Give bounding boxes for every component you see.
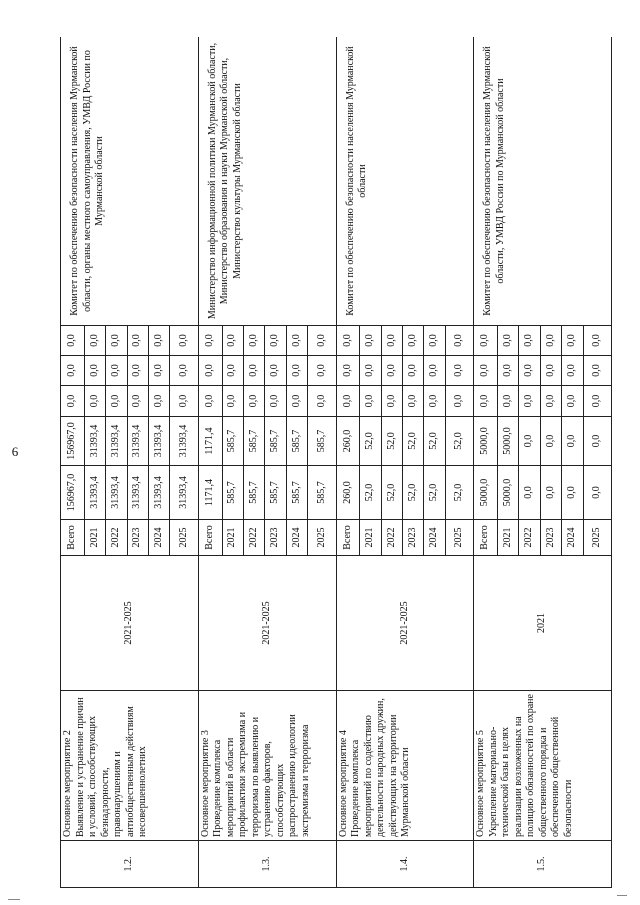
local-budget-cell: 0,0	[84, 356, 105, 386]
federal-budget-cell: 0,0	[474, 386, 498, 417]
scan-mark	[617, 895, 627, 896]
year-cell: 2021	[498, 520, 519, 556]
local-budget-cell: 0,0	[286, 356, 307, 386]
regional-budget-cell: 31393,4	[170, 417, 199, 466]
regional-budget-cell: 5000,0	[498, 417, 519, 466]
other-sources-cell: 0,0	[148, 326, 169, 356]
federal-budget-cell: 0,0	[381, 386, 402, 417]
regional-budget-cell: 5000,0	[474, 417, 498, 466]
year-cell: 2021	[222, 520, 243, 556]
local-budget-cell: 0,0	[243, 356, 264, 386]
regional-budget-cell: 585,7	[243, 417, 264, 466]
total-value-cell: 52,0	[403, 466, 424, 520]
other-sources-cell: 0,0	[360, 326, 381, 356]
local-budget-cell: 0,0	[562, 356, 583, 386]
table-row	[61, 37, 85, 888]
other-sources-cell: 0,0	[222, 326, 243, 356]
local-budget-cell: 0,0	[474, 356, 498, 386]
other-sources-cell: 0,0	[265, 326, 286, 356]
local-budget-cell: 0,0	[424, 356, 445, 386]
regional-budget-cell: 260,0	[336, 417, 360, 466]
federal-budget-cell: 0,0	[562, 386, 583, 417]
total-value-cell: 52,0	[360, 466, 381, 520]
other-sources-cell: 0,0	[170, 326, 199, 356]
federal-budget-cell: 0,0	[170, 386, 199, 417]
total-value-cell: 585,7	[308, 466, 337, 520]
other-sources-cell: 0,0	[198, 326, 222, 356]
regional-budget-cell: 31393,4	[148, 417, 169, 466]
period-cell: 2021	[474, 556, 612, 691]
local-budget-cell: 0,0	[360, 356, 381, 386]
regional-budget-cell: 585,7	[286, 417, 307, 466]
year-cell: Всего	[336, 520, 360, 556]
local-budget-cell: 0,0	[583, 356, 612, 386]
scan-mark	[8, 899, 20, 900]
item-number-cell: 1.4.	[336, 841, 474, 888]
federal-budget-cell: 0,0	[243, 386, 264, 417]
regional-budget-cell: 31393,4	[84, 417, 105, 466]
local-budget-cell: 0,0	[61, 356, 85, 386]
measure-name-cell: Основное мероприятие 2 Выявление и устранение причин и условий, способствующих безнадзорности, правонарушениям и антиобщественным действиям несовершеннолетних	[61, 691, 199, 841]
total-value-cell: 585,7	[265, 466, 286, 520]
total-value-cell: 585,7	[286, 466, 307, 520]
local-budget-cell: 0,0	[265, 356, 286, 386]
local-budget-cell: 0,0	[381, 356, 402, 386]
measure-name-cell: Основное мероприятие 5 Укрепление материально-технической базы в целях реализации возложенных на полицию обязанностей по охране общественного порядка и обеспечению общественной безопасности	[474, 691, 612, 841]
item-number-cell: 1.3.	[198, 841, 336, 888]
other-sources-cell: 0,0	[498, 326, 519, 356]
total-value-cell: 0,0	[583, 466, 612, 520]
regional-budget-cell: 1171,4	[198, 417, 222, 466]
regional-budget-cell: 31393,4	[106, 417, 127, 466]
total-value-cell: 1171,4	[198, 466, 222, 520]
year-cell: 2024	[148, 520, 169, 556]
federal-budget-cell: 0,0	[424, 386, 445, 417]
federal-budget-cell: 0,0	[519, 386, 540, 417]
local-budget-cell: 0,0	[127, 356, 148, 386]
executor-cell: Министерство информационной политики Мурманской области, Министерство образования и науки Мурманской области, Министерство культуры Мурманской области	[198, 37, 336, 326]
period-cell: 2021-2025	[198, 556, 336, 691]
year-cell: Всего	[198, 520, 222, 556]
federal-budget-cell: 0,0	[198, 386, 222, 417]
other-sources-cell: 0,0	[286, 326, 307, 356]
federal-budget-cell: 0,0	[540, 386, 561, 417]
other-sources-cell: 0,0	[61, 326, 85, 356]
federal-budget-cell: 0,0	[84, 386, 105, 417]
year-cell: Всего	[474, 520, 498, 556]
total-value-cell: 52,0	[381, 466, 402, 520]
year-cell: 2025	[308, 520, 337, 556]
year-cell: 2021	[360, 520, 381, 556]
total-value-cell: 52,0	[445, 466, 474, 520]
federal-budget-cell: 0,0	[360, 386, 381, 417]
executor-cell: Комитет по обеспечению безопасности населения Мурманской области	[336, 37, 474, 326]
regional-budget-cell: 585,7	[222, 417, 243, 466]
measure-name-cell: Основное мероприятие 4 Проведение комплекса мероприятий по содействию деятельности народных дружин, действующих на территории Мурманской области	[336, 691, 474, 841]
total-value-cell: 156967,0	[61, 466, 85, 520]
federal-budget-cell: 0,0	[498, 386, 519, 417]
regional-budget-cell: 31393,4	[127, 417, 148, 466]
total-value-cell: 0,0	[562, 466, 583, 520]
regional-budget-cell: 52,0	[403, 417, 424, 466]
federal-budget-cell: 0,0	[286, 386, 307, 417]
federal-budget-cell: 0,0	[336, 386, 360, 417]
other-sources-cell: 0,0	[243, 326, 264, 356]
total-value-cell: 52,0	[424, 466, 445, 520]
local-budget-cell: 0,0	[498, 356, 519, 386]
total-value-cell: 585,7	[222, 466, 243, 520]
local-budget-cell: 0,0	[445, 356, 474, 386]
total-value-cell: 0,0	[540, 466, 561, 520]
other-sources-cell: 0,0	[562, 326, 583, 356]
year-cell: 2024	[286, 520, 307, 556]
year-cell: 2024	[424, 520, 445, 556]
other-sources-cell: 0,0	[540, 326, 561, 356]
item-number-cell: 1.5.	[474, 841, 612, 888]
regional-budget-cell: 0,0	[562, 417, 583, 466]
table-row	[198, 37, 222, 888]
year-cell: 2024	[562, 520, 583, 556]
year-cell: 2022	[381, 520, 402, 556]
total-value-cell: 31393,4	[127, 466, 148, 520]
federal-budget-cell: 0,0	[403, 386, 424, 417]
total-value-cell: 31393,4	[170, 466, 199, 520]
regional-budget-cell: 52,0	[424, 417, 445, 466]
other-sources-cell: 0,0	[403, 326, 424, 356]
total-value-cell: 5000,0	[474, 466, 498, 520]
federal-budget-cell: 0,0	[308, 386, 337, 417]
other-sources-cell: 0,0	[445, 326, 474, 356]
budget-table-container	[60, 37, 612, 888]
total-value-cell: 0,0	[519, 466, 540, 520]
regional-budget-cell: 156967,0	[61, 417, 85, 466]
local-budget-cell: 0,0	[198, 356, 222, 386]
year-cell: 2023	[127, 520, 148, 556]
executor-cell: Комитет по обеспечению безопасности населения Мурманской области, УМВД России по Мурманской области	[474, 37, 612, 326]
federal-budget-cell: 0,0	[445, 386, 474, 417]
other-sources-cell: 0,0	[583, 326, 612, 356]
total-value-cell: 31393,4	[84, 466, 105, 520]
year-cell: 2025	[445, 520, 474, 556]
regional-budget-cell: 585,7	[265, 417, 286, 466]
federal-budget-cell: 0,0	[127, 386, 148, 417]
local-budget-cell: 0,0	[519, 356, 540, 386]
local-budget-cell: 0,0	[308, 356, 337, 386]
year-cell: 2022	[106, 520, 127, 556]
local-budget-cell: 0,0	[540, 356, 561, 386]
measure-name-cell: Основное мероприятие 3 Проведение комплекса мероприятий в области профилактики экстремизма и терроризма по выявлению и устранению факторов, способствующих распространению идеологии экстремизма и терроризма	[198, 691, 336, 841]
federal-budget-cell: 0,0	[106, 386, 127, 417]
other-sources-cell: 0,0	[519, 326, 540, 356]
federal-budget-cell: 0,0	[61, 386, 85, 417]
regional-budget-cell: 0,0	[519, 417, 540, 466]
total-value-cell: 5000,0	[498, 466, 519, 520]
item-number-cell: 1.2.	[61, 841, 199, 888]
table-row	[474, 37, 498, 888]
other-sources-cell: 0,0	[381, 326, 402, 356]
total-value-cell: 31393,4	[148, 466, 169, 520]
year-cell: 2025	[583, 520, 612, 556]
year-cell: 2022	[519, 520, 540, 556]
year-cell: 2023	[265, 520, 286, 556]
federal-budget-cell: 0,0	[265, 386, 286, 417]
year-cell: 2023	[403, 520, 424, 556]
federal-budget-cell: 0,0	[222, 386, 243, 417]
local-budget-cell: 0,0	[336, 356, 360, 386]
regional-budget-cell: 52,0	[381, 417, 402, 466]
local-budget-cell: 0,0	[170, 356, 199, 386]
year-cell: 2022	[243, 520, 264, 556]
other-sources-cell: 0,0	[127, 326, 148, 356]
year-cell: 2021	[84, 520, 105, 556]
regional-budget-cell: 585,7	[308, 417, 337, 466]
table-row	[336, 37, 360, 888]
budget-table	[60, 37, 612, 888]
total-value-cell: 585,7	[243, 466, 264, 520]
other-sources-cell: 0,0	[424, 326, 445, 356]
other-sources-cell: 0,0	[336, 326, 360, 356]
total-value-cell: 260,0	[336, 466, 360, 520]
year-cell: Всего	[61, 520, 85, 556]
regional-budget-cell: 0,0	[540, 417, 561, 466]
federal-budget-cell: 0,0	[583, 386, 612, 417]
page-number: 6	[11, 444, 19, 459]
regional-budget-cell: 52,0	[445, 417, 474, 466]
local-budget-cell: 0,0	[148, 356, 169, 386]
local-budget-cell: 0,0	[222, 356, 243, 386]
other-sources-cell: 0,0	[308, 326, 337, 356]
local-budget-cell: 0,0	[106, 356, 127, 386]
federal-budget-cell: 0,0	[148, 386, 169, 417]
year-cell: 2025	[170, 520, 199, 556]
other-sources-cell: 0,0	[84, 326, 105, 356]
total-value-cell: 31393,4	[106, 466, 127, 520]
executor-cell: Комитет по обеспечению безопасности населения Мурманской области, органы местного самоуправления, УМВД России по Мурманской области	[61, 37, 199, 326]
regional-budget-cell: 0,0	[583, 417, 612, 466]
year-cell: 2023	[540, 520, 561, 556]
period-cell: 2021-2025	[61, 556, 199, 691]
local-budget-cell: 0,0	[403, 356, 424, 386]
period-cell: 2021-2025	[336, 556, 474, 691]
other-sources-cell: 0,0	[106, 326, 127, 356]
other-sources-cell: 0,0	[474, 326, 498, 356]
regional-budget-cell: 52,0	[360, 417, 381, 466]
